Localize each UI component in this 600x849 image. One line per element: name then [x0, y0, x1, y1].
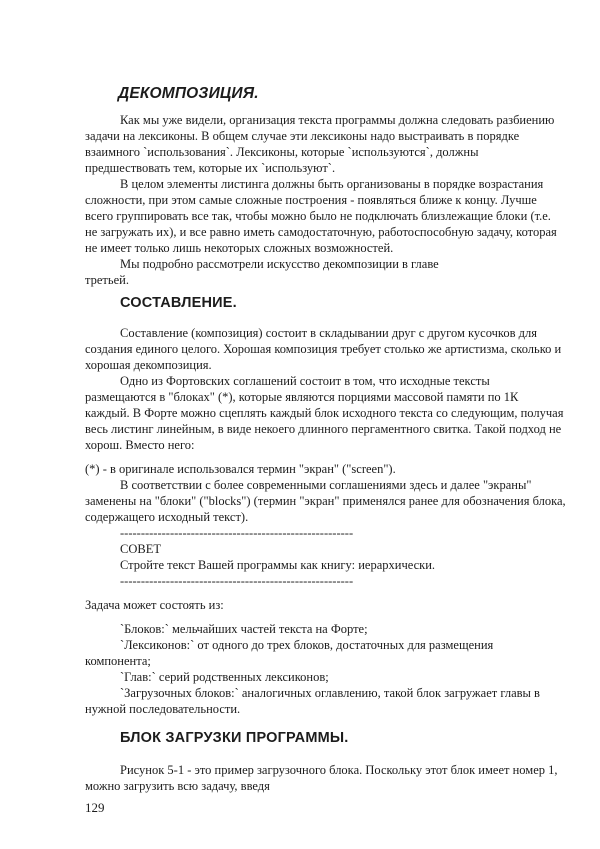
- heading-composition: СОСТАВЛЕНИЕ.: [120, 295, 237, 311]
- text-line: весь листинг линейным, в виде некоего длинного пергаментного свитка. Такой подход не: [85, 422, 562, 436]
- text-line: не загружать их), и все равно иметь самодостаточную, работоспособную задачу, которая: [85, 225, 557, 239]
- text-line: можно загрузить всю задачу, введя: [85, 779, 270, 793]
- heading-program-load-block: БЛОК ЗАГРУЗКИ ПРОГРАММЫ.: [120, 730, 349, 746]
- text-line: третьей.: [85, 273, 129, 287]
- blank-line: [85, 589, 555, 597]
- text-line: Стройте текст Вашей программы как книгу: иерархически.: [120, 558, 436, 572]
- text-line: каждый. В Форте можно сцеплять каждый блок исходного текста со следующим, получая: [85, 406, 564, 420]
- list-task-parts: [85, 621, 555, 717]
- text-line: хорошая декомпозиция.: [85, 358, 212, 372]
- text-line: Рисунок 5-1 - это пример загрузочного блока. Поскольку этот блок имеет номер 1,: [120, 763, 558, 777]
- para-task-intro: [85, 597, 555, 613]
- text-line: не имеет только лишь некоторых сложных возможностей.: [85, 241, 394, 255]
- blank-line: [85, 613, 555, 621]
- text-line: Мы подробно рассмотрели искусство декомпозиции в главе: [120, 257, 439, 271]
- text-line: сложности, при этом самые сложные построения - появляться ближе к концу. Лучше: [85, 193, 537, 207]
- text-line: Как мы уже видели, организация текста программы должна следовать разбиению: [120, 113, 555, 127]
- para-footnote-screen: [85, 461, 566, 525]
- text-line: `Глав:` серий родственных лексиконов;: [120, 670, 329, 684]
- text-line: (*) - в оригинале использовался термин "экран" ("screen").: [85, 462, 396, 476]
- text-line: --------------------------------------------------------: [120, 574, 354, 588]
- text-line: предшествовать тем, которые их `используют`.: [85, 161, 336, 175]
- text-line: компонента;: [85, 654, 151, 668]
- text-line: Одно из Фортовских соглашений состоит в том, что исходные тексты: [120, 374, 490, 388]
- text-line: всего группировать все так, чтобы можно было не подключать близлежащие блоки (т.е.: [85, 209, 551, 223]
- para-chapter-three: [85, 256, 555, 288]
- text-line: задачи на лексиконы. В общем случае эти лексиконы надо выстраивать в порядке: [85, 129, 520, 143]
- blank-line: [85, 453, 555, 461]
- para-composition-intro: [85, 325, 562, 373]
- text-line: `Блоков:` мельчайших частей текста на Форте;: [120, 622, 368, 636]
- text-line: В соответствии с более современными соглашениями здесь и далее "экраны": [120, 478, 532, 492]
- text-line: создания единого целого. Хорошая композиция требует столько же артистизма, сколько и: [85, 342, 562, 356]
- text-line: В целом элементы листинга должны быть организованы в порядке возрастания: [120, 177, 544, 191]
- text-line: заменены на "блоки" ("blocks") (термин "экран" применялся ранее для обозначения блока,: [85, 494, 566, 508]
- text-line: взаимного `использования`. Лексиконы, которые `используются`, должны: [85, 145, 479, 159]
- text-line: содержащего исходный текст).: [85, 510, 249, 524]
- text-line: нужной последовательности.: [85, 702, 241, 716]
- text-line: СОВЕТ: [120, 542, 161, 556]
- text-line: хорош. Вместо него:: [85, 438, 195, 452]
- page-number: 129: [85, 800, 105, 815]
- text-line: Составление (композиция) состоит в складывании друг с другом кусочков для: [120, 326, 537, 340]
- text-line: `Лексиконов:` от одного до трех блоков, достаточных для размещения: [120, 638, 494, 652]
- heading-decomposition: ДЕКОМПОЗИЦИЯ.: [118, 85, 259, 102]
- para-figure-5-1: [85, 762, 558, 794]
- para-listing-complexity: [85, 176, 555, 256]
- text-line: --------------------------------------------------------: [120, 526, 354, 540]
- text-line: размещаются в "блоках" (*), которые являются порциями массовой памяти по 1К: [85, 390, 519, 404]
- text-line: Задача может состоять из:: [85, 598, 224, 612]
- text-line: `Загрузочных блоков:` аналогичных оглавлению, такой блок загружает главы в: [120, 686, 540, 700]
- document-body: [85, 0, 566, 816]
- para-forth-blocks: [85, 373, 564, 453]
- tip-block: [120, 525, 555, 589]
- para-lexicon-order: [85, 112, 555, 176]
